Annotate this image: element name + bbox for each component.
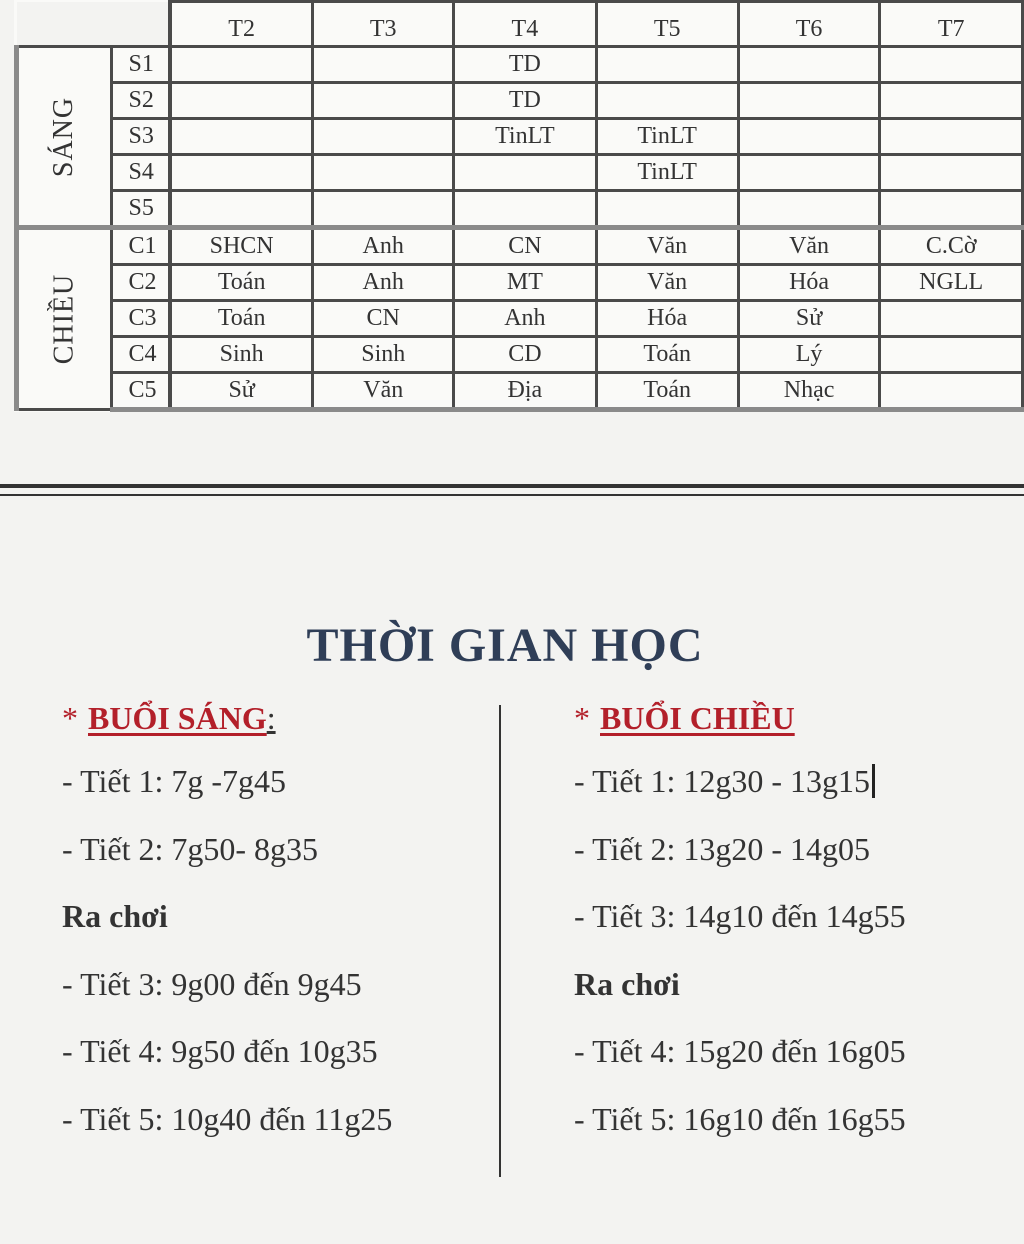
double-rule-bottom	[0, 494, 1024, 496]
table-cell	[738, 155, 880, 191]
table-row	[17, 228, 1023, 265]
table-cell: NGLL	[880, 265, 1023, 301]
table-cell: Toán	[170, 301, 313, 337]
table-cell	[738, 47, 880, 83]
table-row	[17, 155, 1023, 191]
period-label: C2	[111, 265, 170, 301]
period-label: S5	[111, 191, 170, 228]
table-cell: CN	[313, 301, 454, 337]
table-cell	[596, 47, 738, 83]
timetable-corner	[17, 2, 171, 47]
day-header: T2	[170, 2, 313, 47]
table-cell: Hóa	[738, 265, 880, 301]
timetable-header-row	[17, 2, 1023, 47]
schedule-line: - Tiết 4: 9g50 đến 10g35	[62, 1033, 378, 1069]
period-label: C5	[111, 373, 170, 410]
table-cell	[170, 155, 313, 191]
day-header: T5	[596, 2, 738, 47]
star-bullet: *	[574, 700, 590, 736]
table-cell: Lý	[738, 337, 880, 373]
day-header: T4	[454, 2, 596, 47]
text-cursor	[872, 764, 875, 798]
day-header: T3	[313, 2, 454, 47]
table-row	[17, 83, 1023, 119]
table-cell: Anh	[454, 301, 596, 337]
period-label: C3	[111, 301, 170, 337]
table-cell: TinLT	[596, 155, 738, 191]
timetable	[14, 0, 1024, 412]
table-cell: CN	[454, 228, 596, 265]
table-cell: TD	[454, 83, 596, 119]
table-cell	[313, 119, 454, 155]
day-header: T7	[880, 2, 1023, 47]
table-row	[17, 47, 1023, 83]
schedule-line: - Tiết 1: 7g -7g45	[62, 763, 287, 799]
table-cell: TinLT	[596, 119, 738, 155]
table-cell	[454, 191, 596, 228]
table-cell: Anh	[313, 265, 454, 301]
table-cell: Sử	[170, 373, 313, 410]
period-label: C4	[111, 337, 170, 373]
table-cell: TinLT	[454, 119, 596, 155]
break-label: Ra chơi	[574, 965, 680, 1002]
heading-colon: :	[266, 700, 276, 736]
morning-heading	[62, 700, 392, 748]
double-rule-top	[0, 484, 1024, 488]
schedule-line-text: - Tiết 1: 12g30 - 13g15	[574, 763, 871, 799]
table-cell: Văn	[313, 373, 454, 410]
table-cell: Toán	[170, 265, 313, 301]
table-cell	[596, 191, 738, 228]
schedule-line: - Tiết 5: 16g10 đến 16g55	[574, 1100, 906, 1137]
table-cell	[170, 47, 313, 83]
table-row	[17, 373, 1023, 410]
column-divider	[499, 705, 501, 1177]
table-cell	[738, 119, 880, 155]
table-cell	[738, 191, 880, 228]
afternoon-heading	[574, 700, 906, 748]
table-cell	[880, 191, 1023, 228]
session-label-morning: SÁNG	[17, 47, 112, 228]
table-row	[17, 265, 1023, 301]
table-cell	[880, 373, 1023, 410]
table-cell	[454, 155, 596, 191]
schedule-line: - Tiết 4: 15g20 đến 16g05	[574, 1033, 906, 1069]
table-cell: CD	[454, 337, 596, 373]
period-label: S3	[111, 119, 170, 155]
page-title: THỜI GIAN HỌC	[306, 619, 704, 672]
period-label: C1	[111, 228, 170, 265]
table-row	[17, 337, 1023, 373]
table-cell	[738, 83, 880, 119]
table-cell: Văn	[596, 228, 738, 265]
schedule-line: - Tiết 3: 14g10 đến 14g55	[574, 898, 906, 934]
table-cell	[880, 83, 1023, 119]
table-cell: Sinh	[313, 337, 454, 373]
table-cell: TD	[454, 47, 596, 83]
period-label: S2	[111, 83, 170, 119]
table-cell: Sinh	[170, 337, 313, 373]
table-cell	[313, 83, 454, 119]
schedule-line: - Tiết 2: 13g20 - 14g05	[574, 830, 871, 867]
table-cell	[170, 119, 313, 155]
table-cell	[313, 191, 454, 228]
period-label: S1	[111, 47, 170, 83]
afternoon-schedule	[574, 700, 906, 1153]
table-cell: Sử	[738, 301, 880, 337]
day-header: T6	[738, 2, 880, 47]
table-cell	[880, 155, 1023, 191]
table-cell: Văn	[738, 228, 880, 265]
table-row	[17, 119, 1023, 155]
table-cell: MT	[454, 265, 596, 301]
table-cell: Anh	[313, 228, 454, 265]
table-cell: Nhạc	[738, 373, 880, 410]
break-label: Ra chơi	[62, 898, 168, 934]
session-label-afternoon: CHIỀU	[17, 228, 112, 410]
table-cell	[170, 191, 313, 228]
morning-heading-text: BUỔI SÁNG	[88, 700, 267, 736]
schedule-line	[574, 748, 906, 816]
table-cell: Địa	[454, 373, 596, 410]
table-cell	[313, 47, 454, 83]
morning-schedule	[62, 700, 392, 1153]
schedule-line: - Tiết 3: 9g00 đến 9g45	[62, 965, 362, 1002]
schedule-line: - Tiết 5: 10g40 đến 11g25	[62, 1100, 393, 1137]
table-cell: Văn	[596, 265, 738, 301]
star-bullet: *	[62, 700, 78, 736]
afternoon-heading-text: BUỔI CHIỀU	[600, 700, 795, 736]
table-cell: Toán	[596, 373, 738, 410]
table-cell	[880, 337, 1023, 373]
table-cell: C.Cờ	[880, 228, 1023, 265]
table-cell: Toán	[596, 337, 738, 373]
schedule-line: - Tiết 2: 7g50- 8g35	[62, 830, 319, 867]
table-cell	[596, 83, 738, 119]
table-row	[17, 301, 1023, 337]
table-cell	[313, 155, 454, 191]
period-label: S4	[111, 155, 170, 191]
table-cell: Hóa	[596, 301, 738, 337]
table-cell	[880, 47, 1023, 83]
table-cell	[880, 301, 1023, 337]
table-cell	[880, 119, 1023, 155]
table-cell	[170, 83, 313, 119]
table-row	[17, 191, 1023, 228]
table-cell: SHCN	[170, 228, 313, 265]
